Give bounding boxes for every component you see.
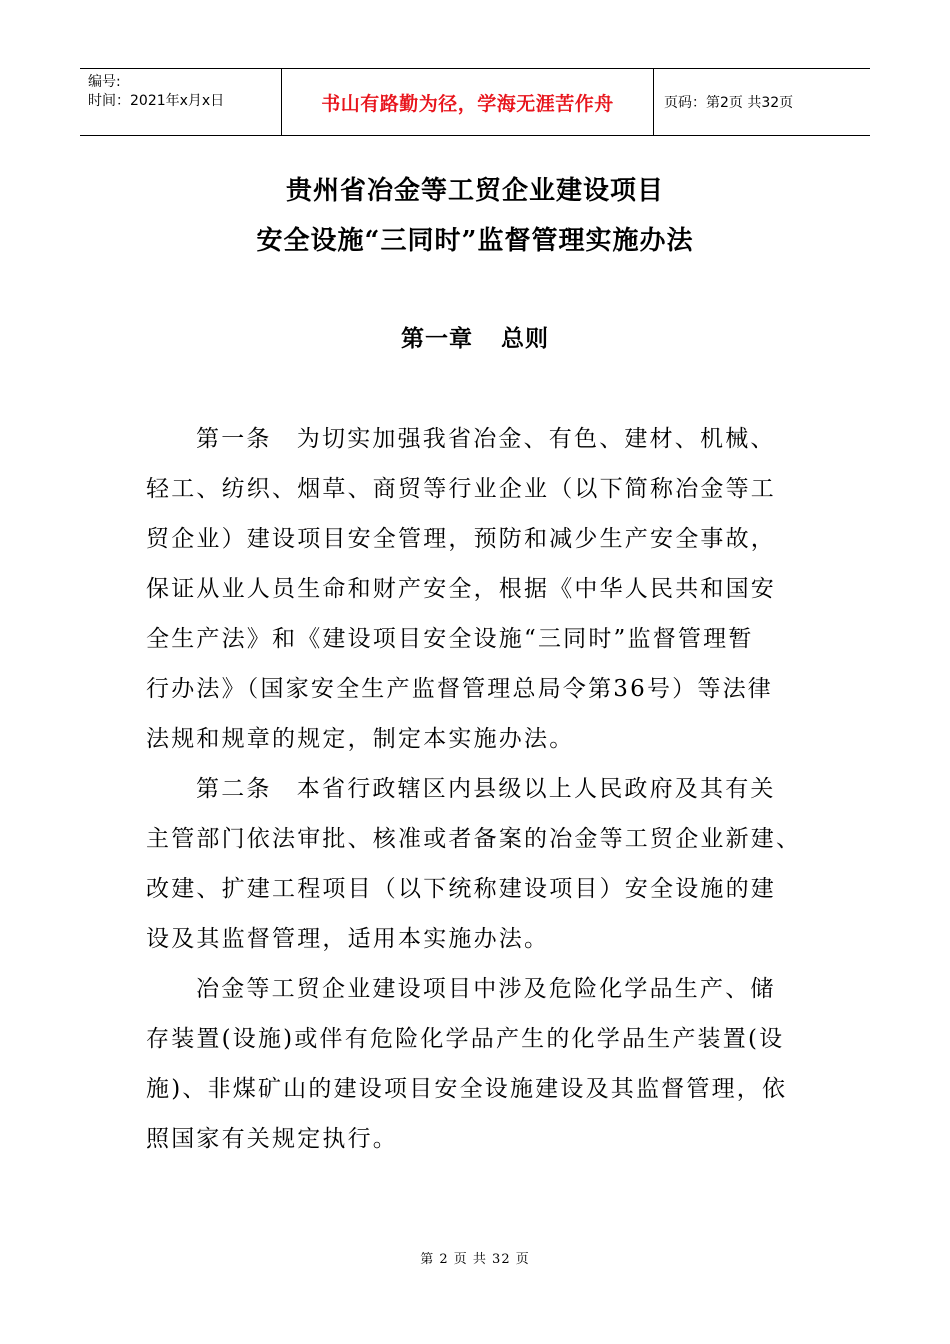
header-page-cell [654,69,870,135]
chapter-number: 第一章 [401,325,473,352]
header-meta-cell [80,69,282,135]
chapter-name: 总则 [501,325,549,352]
text-line: 法规和规章的规定，制定本实施办法。 [146,726,575,752]
chapter-heading [0,320,950,353]
text-line: 改建、扩建工程项目（以下统称建设项目）安全设施的建 [146,876,776,902]
text-line: 全生产法》和《建设项目安全设施“三同时”监督管理暂 [146,626,754,652]
text-line: 施)、非煤矿山的建设项目安全设施建设及其监督管理，依 [146,1076,788,1102]
text-line: 主管部门依法审批、核准或者备案的冶金等工贸企业新建、 [146,826,802,852]
text-line: 保证从业人员生命和财产安全，根据《中华人民共和国安 [146,576,776,602]
text-line: 贸企业）建设项目安全管理，预防和减少生产安全事故， [146,526,776,552]
text-line: 第一条 为切实加强我省冶金、有色、建材、机械、 [196,426,776,452]
text-line: 行办法》（国家安全生产监督管理总局令第36号）等法律 [146,676,773,702]
header-page-info: 页码：第2页 共32页 [664,95,794,111]
date-label: 时间：2021年x月x日 [88,93,225,109]
motto-text: 书山有路勤为径，学海无涯苦作舟 [321,92,614,115]
text-line: 第二条 本省行政辖区内县级以上人民政府及其有关 [196,776,776,802]
serial-number-label: 编号: [88,74,121,90]
document-title-line-2: 安全设施“三同时”监督管理实施办法 [256,226,694,256]
document-body [146,414,806,1164]
header-motto-cell [282,69,654,135]
text-line: 设及其监督管理，适用本实施办法。 [146,926,550,952]
text-line: 冶金等工贸企业建设项目中涉及危险化学品生产、储 [196,976,776,1002]
text-line: 轻工、纺织、烟草、商贸等行业企业（以下简称冶金等工 [146,476,776,502]
page-footer: 第 2 页 共 32 页 [420,1252,530,1267]
document-title-line-1: 贵州省冶金等工贸企业建设项目 [285,176,664,206]
text-line: 存装置(设施)或伴有危险化学品产生的化学品生产装置(设 [146,1026,785,1052]
text-line: 照国家有关规定执行。 [146,1126,398,1152]
page-header [80,68,870,136]
